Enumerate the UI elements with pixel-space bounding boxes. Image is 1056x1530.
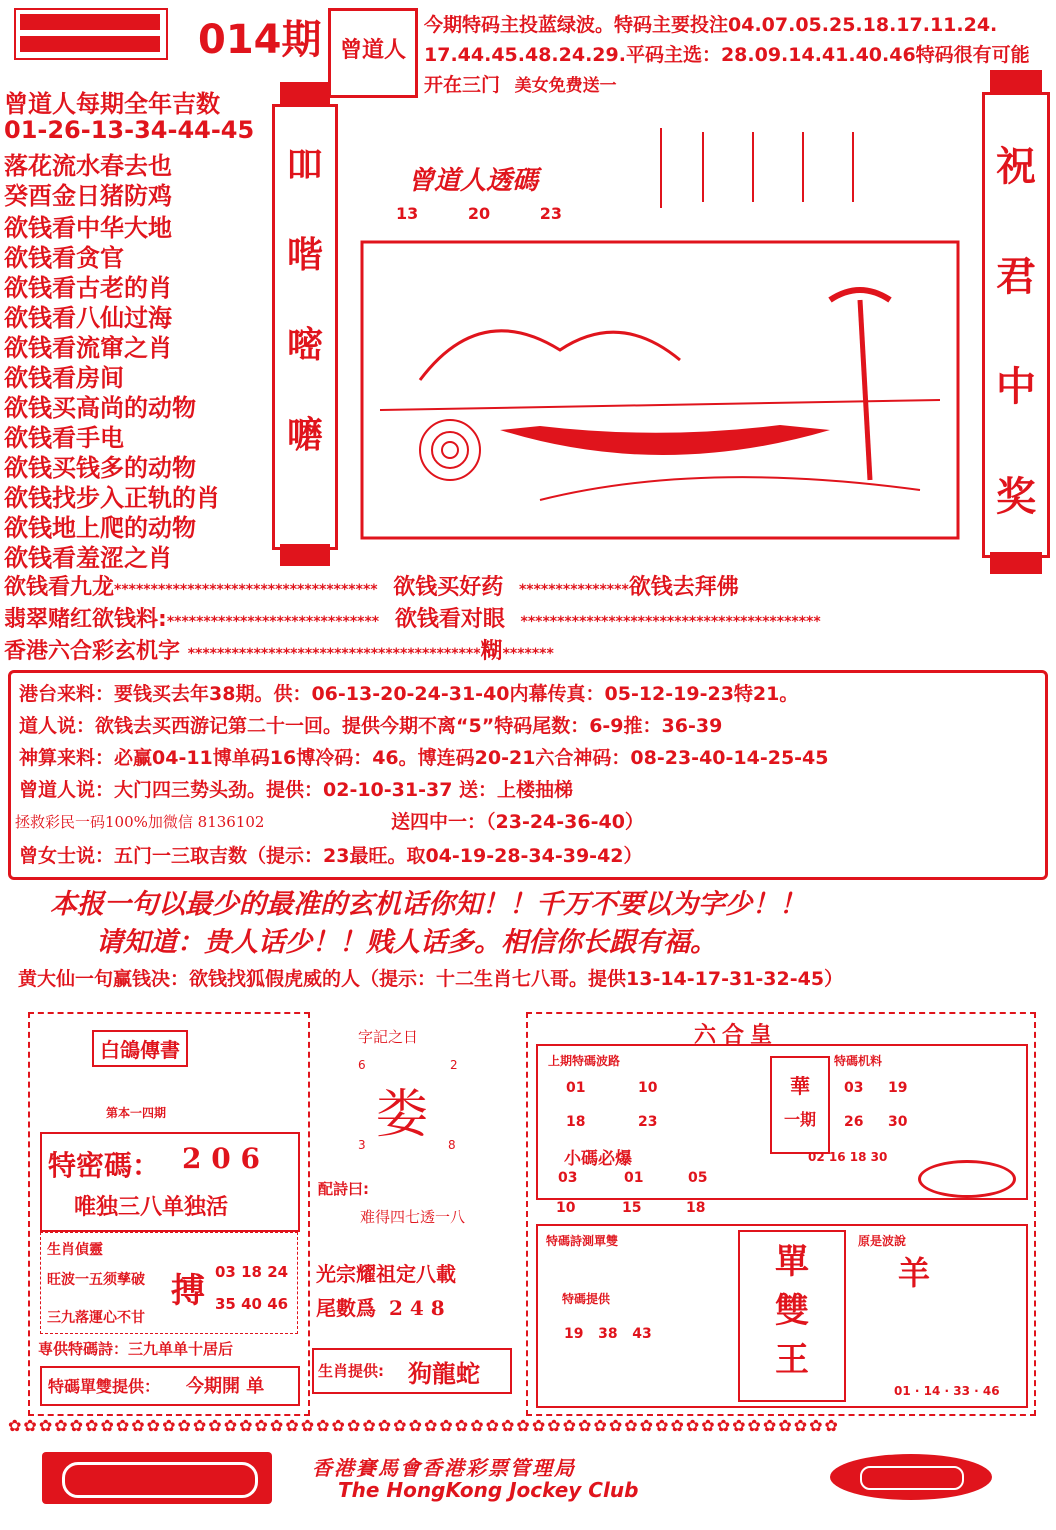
info-row-3: 神算来料：必赢04-11博单码16博冷码：46。博连码20-21六合神码：08-23-40-14-25-45 — [19, 747, 829, 769]
br-grid1-2: 18 — [566, 1114, 586, 1130]
ripple-1 — [420, 420, 480, 480]
star-row-2-stars2: ***************************************** — [520, 614, 821, 630]
star-row-1-left: 欲钱看九龙 — [4, 575, 115, 600]
bl-period: 第本一四期 — [106, 1106, 167, 1120]
br-grid2-3: 10 — [556, 1200, 576, 1216]
left-line: 欲钱买钱多的动物 — [4, 454, 196, 482]
br-upper-box — [536, 1044, 1028, 1200]
left-line: 欲钱找步入正轨的肖 — [4, 484, 220, 512]
br-grid2-2: 05 — [688, 1170, 708, 1186]
bl-sx-line-2: 三九落運心不甘 — [47, 1310, 145, 1326]
tip-line-3-extra: 美女免费送一 — [514, 76, 617, 96]
br-king-char: 單 — [775, 1242, 809, 1282]
logo-block — [14, 8, 168, 60]
footer-logo-right-inner — [860, 1466, 964, 1490]
footer-cn: 香港賽馬會香港彩票管理局 — [312, 1456, 576, 1480]
tree-top — [830, 290, 890, 300]
star-row-3-mid: 糊 — [480, 639, 503, 664]
br-king-char: 王 — [775, 1340, 809, 1380]
info-row-2: 道人说：欲钱去买西游记第二十一回。提供今期不离“5”特码尾数：6-9推：36-39 — [19, 715, 723, 737]
logo-stripe-bottom — [20, 36, 160, 52]
br-grid3-1: 19 — [888, 1080, 908, 1096]
br-grid1-1: 10 — [638, 1080, 658, 1096]
br-last-label: 上期特碼波路 — [548, 1054, 621, 1068]
slogan-line-1: 本报一句以最少的最准的玄机话你知！！千万不要以为字少！！ — [50, 889, 806, 920]
br-right-char: 羊 — [898, 1254, 931, 1292]
bm-guangzong: 光宗耀祖定八載 — [316, 1262, 456, 1286]
star-row-3-stars2: ******* — [502, 646, 554, 662]
bm-char: 娄 — [376, 1085, 429, 1145]
star-row-3 — [4, 634, 554, 665]
bl-te-box — [40, 1132, 300, 1232]
col-line — [702, 132, 704, 202]
bm-tail-label: 尾數爲 — [316, 1296, 376, 1320]
br-stamp-top: 華 — [790, 1074, 810, 1098]
left-line: 欲钱买高尚的动物 — [4, 394, 196, 422]
br-grid1-0: 01 — [566, 1080, 586, 1096]
bm-n3: 3 — [358, 1138, 366, 1152]
info-box — [8, 670, 1048, 880]
left-line: 欲钱看贪官 — [4, 244, 124, 272]
left-line: 欲钱看古老的肖 — [4, 274, 172, 302]
bl-nums-2: 35 40 46 — [215, 1295, 289, 1313]
tree-trunk — [860, 300, 870, 480]
bm-sx-box — [312, 1348, 512, 1394]
scene-border — [362, 242, 958, 538]
br-right-label: 原是波說 — [858, 1234, 907, 1248]
info-row-4: 曾道人说：大门四三势头劲。提供：02-10-31-37 送：上楼抽梯 — [19, 779, 574, 801]
huang-line: 黄大仙一句赢钱决：欲钱找狐假虎威的人（提示：十二生肖七八哥。提供13-14-17-31-32-45） — [18, 968, 844, 990]
left-poem-1: 落花流水春去也 — [4, 152, 172, 180]
col-line — [802, 132, 804, 202]
ripple-2 — [432, 432, 468, 468]
seal-text: 曾道人 — [339, 38, 406, 63]
left-line: 欲钱看房间 — [4, 364, 124, 392]
right-scroll-cap-bottom — [990, 552, 1042, 574]
bl-bottom-label: 特碼單雙提供： — [48, 1377, 161, 1396]
star-row-1 — [4, 570, 739, 601]
br-grid3-3: 30 — [888, 1114, 908, 1130]
br-grid2-1: 01 — [624, 1170, 644, 1186]
bm-tail-value: 2 4 8 — [388, 1296, 445, 1320]
br-grid3-0: 03 — [844, 1080, 864, 1096]
bm-n6: 6 — [358, 1058, 366, 1072]
bm-n2: 2 — [450, 1058, 458, 1072]
tip-line-1: 今期特码主投蓝绿波。特码主要投注04.07.05.25.18.17.11.24. — [424, 14, 998, 36]
issue-number: 014期 — [198, 17, 322, 63]
bl-title: 白鴿傳書 — [92, 1030, 188, 1067]
left-scroll-char: 嚰 — [286, 415, 323, 456]
right-scroll-char: 祝 — [996, 144, 1036, 190]
br-small-label: 小碼必爆 — [564, 1149, 632, 1169]
boat-scene — [360, 240, 960, 540]
star-row-2 — [4, 602, 821, 633]
left-line: 欲钱看羞涩之肖 — [4, 544, 172, 572]
star-row-2-stars: ***************************** — [166, 614, 380, 630]
footer-logo-swirl — [62, 1462, 258, 1498]
shore — [540, 477, 920, 500]
left-line: 欲钱地上爬的动物 — [4, 514, 196, 542]
slogan-line-2: 请知道：贵人话少！！贱人话多。相信你长跟有福。 — [96, 927, 717, 958]
star-row-1-stars: ************************************ — [114, 582, 378, 598]
tip-line-2: 17.44.45.48.24.29.平码主选：28.09.14.41.40.46特码很有可能 — [424, 44, 1030, 66]
left-title: 曾道人每期全年吉数 — [4, 90, 220, 118]
br-king-char: 雙 — [775, 1291, 809, 1331]
br-king-box — [738, 1230, 846, 1402]
star-row-2-left: 翡翠赌红欲钱料: — [4, 607, 167, 632]
left-lines — [4, 208, 266, 572]
br-grid2-5: 18 — [686, 1200, 706, 1216]
bl-bottom-value: 今期開 单 — [186, 1376, 265, 1397]
logo-stripe-top — [20, 14, 160, 30]
bl-te-value: 2 0 6 — [182, 1142, 260, 1175]
br-lower-box — [536, 1224, 1028, 1408]
right-scroll-char: 中 — [996, 364, 1036, 410]
bm-sx-label: 生肖提供: — [318, 1362, 384, 1380]
bm-poem: 难得四七透一八 — [360, 1208, 466, 1226]
col-line — [752, 132, 754, 202]
bl-bottom-box — [40, 1366, 300, 1406]
left-scroll-char: 喈 — [286, 235, 323, 276]
br-mini-line: 02 16 18 30 — [808, 1150, 888, 1164]
boat — [500, 425, 830, 455]
bm-poem-label: 配詩曰: — [318, 1180, 369, 1198]
picture-column-lines — [660, 128, 942, 208]
left-scroll — [272, 104, 338, 550]
left-line: 欲钱看流窜之肖 — [4, 334, 172, 362]
footer-logo-right — [830, 1454, 992, 1500]
br-grid3-2: 26 — [844, 1114, 864, 1130]
bm-sx-value: 狗龍蛇 — [408, 1360, 480, 1388]
bl-only: 唯独三八单独活 — [74, 1195, 229, 1220]
left-line: 欲钱看手电 — [4, 424, 124, 452]
star-row-1-mid: 欲钱买好药 — [393, 575, 504, 600]
br-special-label: 特碼机料 — [834, 1054, 883, 1068]
picture-numbers — [396, 204, 562, 223]
bl-special-line: 専供特碼詩：三九单单十居后 — [38, 1340, 234, 1358]
br-lower-tip: 特碼提供 — [562, 1292, 611, 1306]
bottom-left-panel — [28, 1012, 310, 1416]
footer-logo-left — [42, 1452, 272, 1504]
water-line — [380, 400, 940, 410]
tip-line-3 — [424, 70, 617, 97]
bm-n8: 8 — [448, 1138, 456, 1152]
right-scroll — [982, 92, 1050, 558]
mountain — [420, 331, 680, 380]
picture-number: 20 — [467, 204, 491, 223]
br-stamp-mid: 一期 — [783, 1110, 816, 1129]
tip-line-3-text: 开在三门 — [424, 74, 501, 96]
left-numbers: 01-26-13-34-44-45 — [4, 116, 255, 144]
bm-header: 字記之日 — [358, 1028, 419, 1046]
bm-tail — [316, 1292, 445, 1321]
ripple-3 — [442, 442, 458, 458]
br-stamp — [770, 1056, 830, 1154]
logo-seal — [328, 8, 418, 98]
col-line — [852, 132, 854, 202]
star-row-2-mid: 欲钱看对眼 — [394, 607, 505, 632]
left-scroll-cap-bottom — [280, 544, 330, 566]
br-right-nums: 01 · 14 · 33 · 46 — [894, 1384, 1000, 1398]
info-row-5-left: 拯救彩民一码100%加微信 8136102 — [15, 813, 265, 831]
br-title: 六合皇 — [694, 1023, 779, 1048]
star-row-1-stars2: *************** — [518, 582, 629, 598]
br-oval — [918, 1160, 1016, 1198]
left-line: 欲钱看八仙过海 — [4, 304, 172, 332]
info-row-5-right: 送四中一：（23-24-36-40） — [391, 811, 644, 833]
left-scroll-char: 嘧 — [286, 325, 323, 366]
right-scroll-char: 君 — [996, 254, 1036, 300]
left-line: 欲钱看中华大地 — [4, 214, 172, 242]
info-row-1: 港台来料：要钱买去年38期。供：06-13-20-24-31-40内幕传真：05-12-19-23特21。 — [19, 683, 799, 705]
left-poem-2: 癸酉金日猪防鸡 — [4, 182, 172, 210]
picture-title: 曾道人透碼 — [408, 166, 539, 196]
star-row-3-stars: **************************************** — [187, 646, 481, 662]
left-scroll-cap-top — [280, 82, 330, 104]
br-lower-nums: 19 38 43 — [564, 1326, 652, 1342]
bl-nums-1: 03 18 24 — [215, 1263, 289, 1281]
bottom-mid-panel — [312, 1012, 518, 1412]
bl-bo-char: 搏 — [171, 1271, 205, 1311]
bl-shengxiao: 生肖偵靈 — [47, 1242, 103, 1258]
bl-sx-box — [40, 1232, 298, 1334]
right-scroll-char: 奖 — [996, 474, 1036, 520]
br-lower-label: 特碼詩測單雙 — [546, 1234, 619, 1248]
br-grid2-4: 15 — [622, 1200, 642, 1216]
right-scroll-cap-top — [990, 70, 1042, 92]
star-row-1-right: 欲钱去拜佛 — [628, 575, 739, 600]
left-scroll-char: 吅 — [286, 145, 323, 186]
br-grid1-3: 23 — [638, 1114, 658, 1130]
info-row-6: 曾女士说：五门一三取吉数（提示：23最旺。取04-19-28-34-39-42） — [19, 845, 643, 867]
ornament-row: ✿✿✿✿✿✿✿✿✿✿✿✿✿✿✿✿✿✿✿✿✿✿✿✿✿✿✿✿✿✿✿✿✿✿✿✿✿✿✿✿✿✿✿✿✿✿✿✿✿✿✿✿✿✿ — [8, 1416, 840, 1435]
bl-te-label: 特密碼： — [48, 1149, 161, 1182]
bl-sx-line-1: 旺波一五须孳破 — [47, 1272, 145, 1288]
picture-frame — [340, 120, 970, 550]
bottom-right-panel — [526, 1012, 1036, 1416]
star-row-3-left: 香港六合彩玄机字 — [4, 639, 181, 664]
br-grid2-0: 03 — [558, 1170, 578, 1186]
picture-number: 13 — [396, 204, 419, 223]
picture-number: 23 — [539, 204, 562, 223]
footer-en: The HongKong Jockey Club — [338, 1478, 639, 1502]
